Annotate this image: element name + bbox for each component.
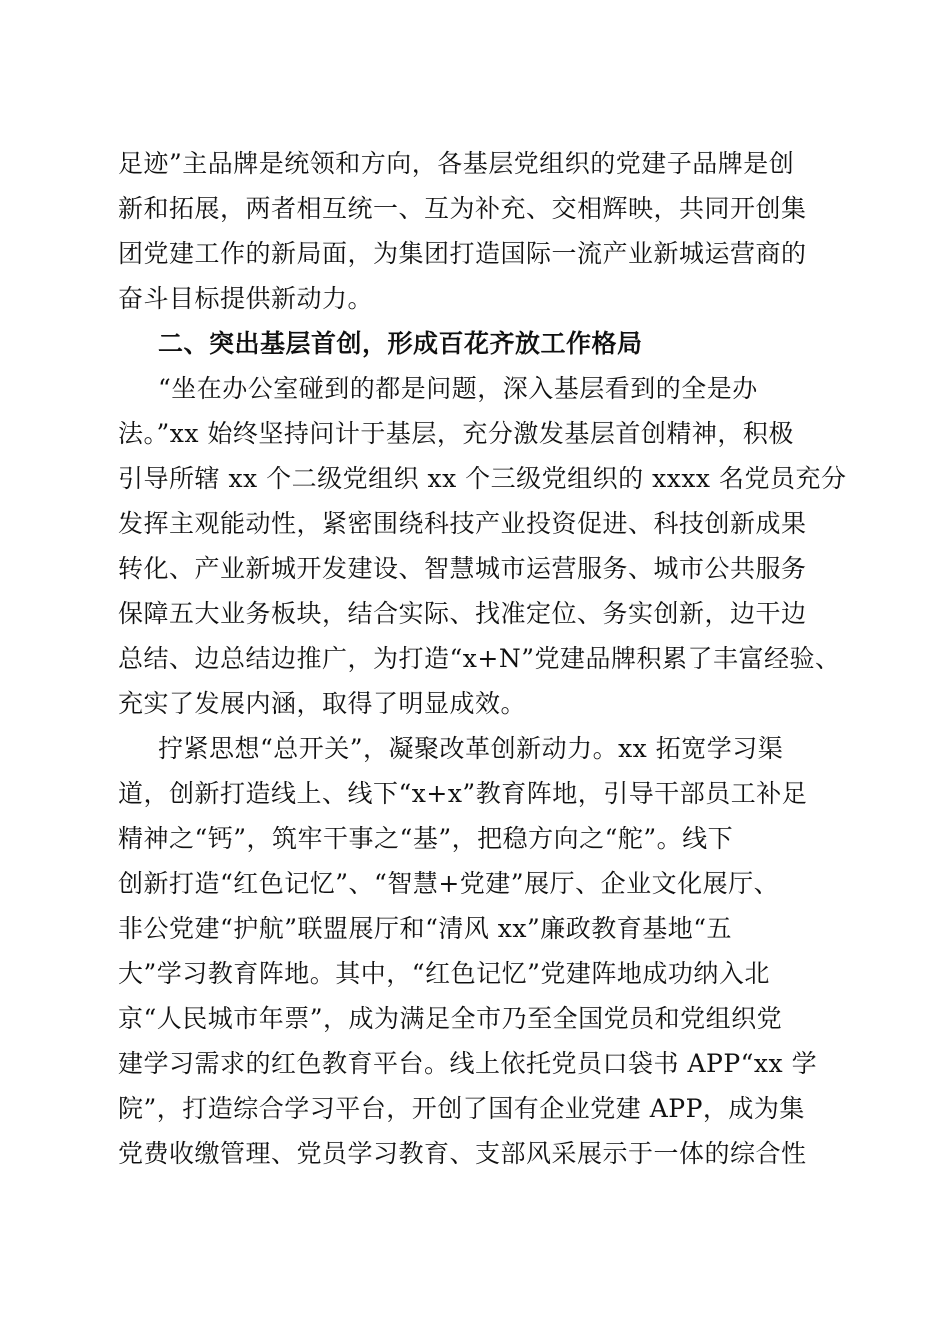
paragraph-3-line: 院”，打造综合学习平台，开创了国有企业党建 APP，成为集	[118, 1094, 805, 1123]
paragraph-3-line: 道，创新打造线上、线下“x+x”教育阵地，引导干部员工补足	[118, 779, 808, 808]
paragraph-1-line: 新和拓展，两者相互统一、互为补充、交相辉映，共同开创集	[118, 194, 807, 223]
paragraph-3-line: 党费收缴管理、党员学习教育、支部风采展示于一体的综合性	[118, 1139, 807, 1168]
paragraph-1-line: 足迹”主品牌是统领和方向，各基层党组织的党建子品牌是创	[118, 149, 795, 178]
paragraph-3-line: 创新打造“红色记忆”、“智慧+党建”展厅、企业文化展厅、	[118, 869, 780, 898]
paragraph-2-line: “坐在办公室碰到的都是问题，深入基层看到的全是办	[158, 374, 758, 403]
document-body	[118, 141, 847, 1176]
paragraph-2-line: 引导所辖 xx 个二级党组织 xx 个三级党组织的 xxxx 名党员充分	[118, 464, 847, 493]
paragraph-2-line: 充实了发展内涵，取得了明显成效。	[118, 689, 527, 718]
paragraph-2-line: 保障五大业务板块，结合实际、找准定位、务实创新，边干边	[118, 599, 807, 628]
paragraph-3-line: 建学习需求的红色教育平台。线上依托党员口袋书 APP“xx 学	[118, 1049, 818, 1078]
paragraph-2-line: 法。”xx 始终坚持问计于基层，充分激发基层首创精神，积极	[118, 419, 794, 448]
paragraph-3-line: 精神之“钙”，筑牢干事之“基”，把稳方向之“舵”。线下	[118, 824, 734, 853]
paragraph-3-line: 非公党建“护航”联盟展厅和“清风 xx”廉政教育基地“五	[118, 914, 733, 943]
paragraph-3-line: 拧紧思想“总开关”，凝聚改革创新动力。xx 拓宽学习渠	[158, 734, 784, 763]
paragraph-1-line: 奋斗目标提供新动力。	[118, 284, 374, 313]
paragraph-1-line: 团党建工作的新局面，为集团打造国际一流产业新城运营商的	[118, 239, 807, 268]
paragraph-2-line: 总结、边总结边推广，为打造“x+N”党建品牌积累了丰富经验、	[118, 644, 841, 673]
section-heading: 二、突出基层首创，形成百花齐放工作格局	[158, 329, 643, 358]
paragraph-2-line: 转化、产业新城开发建设、智慧城市运营服务、城市公共服务	[118, 554, 807, 583]
paragraph-3-line: 大”学习教育阵地。其中，“红色记忆”党建阵地成功纳入北	[118, 959, 770, 988]
paragraph-2-line: 发挥主观能动性，紧密围绕科技产业投资促进、科技创新成果	[118, 509, 807, 538]
paragraph-3-line: 京“人民城市年票”，成为满足全市乃至全国党员和党组织党	[118, 1004, 783, 1033]
